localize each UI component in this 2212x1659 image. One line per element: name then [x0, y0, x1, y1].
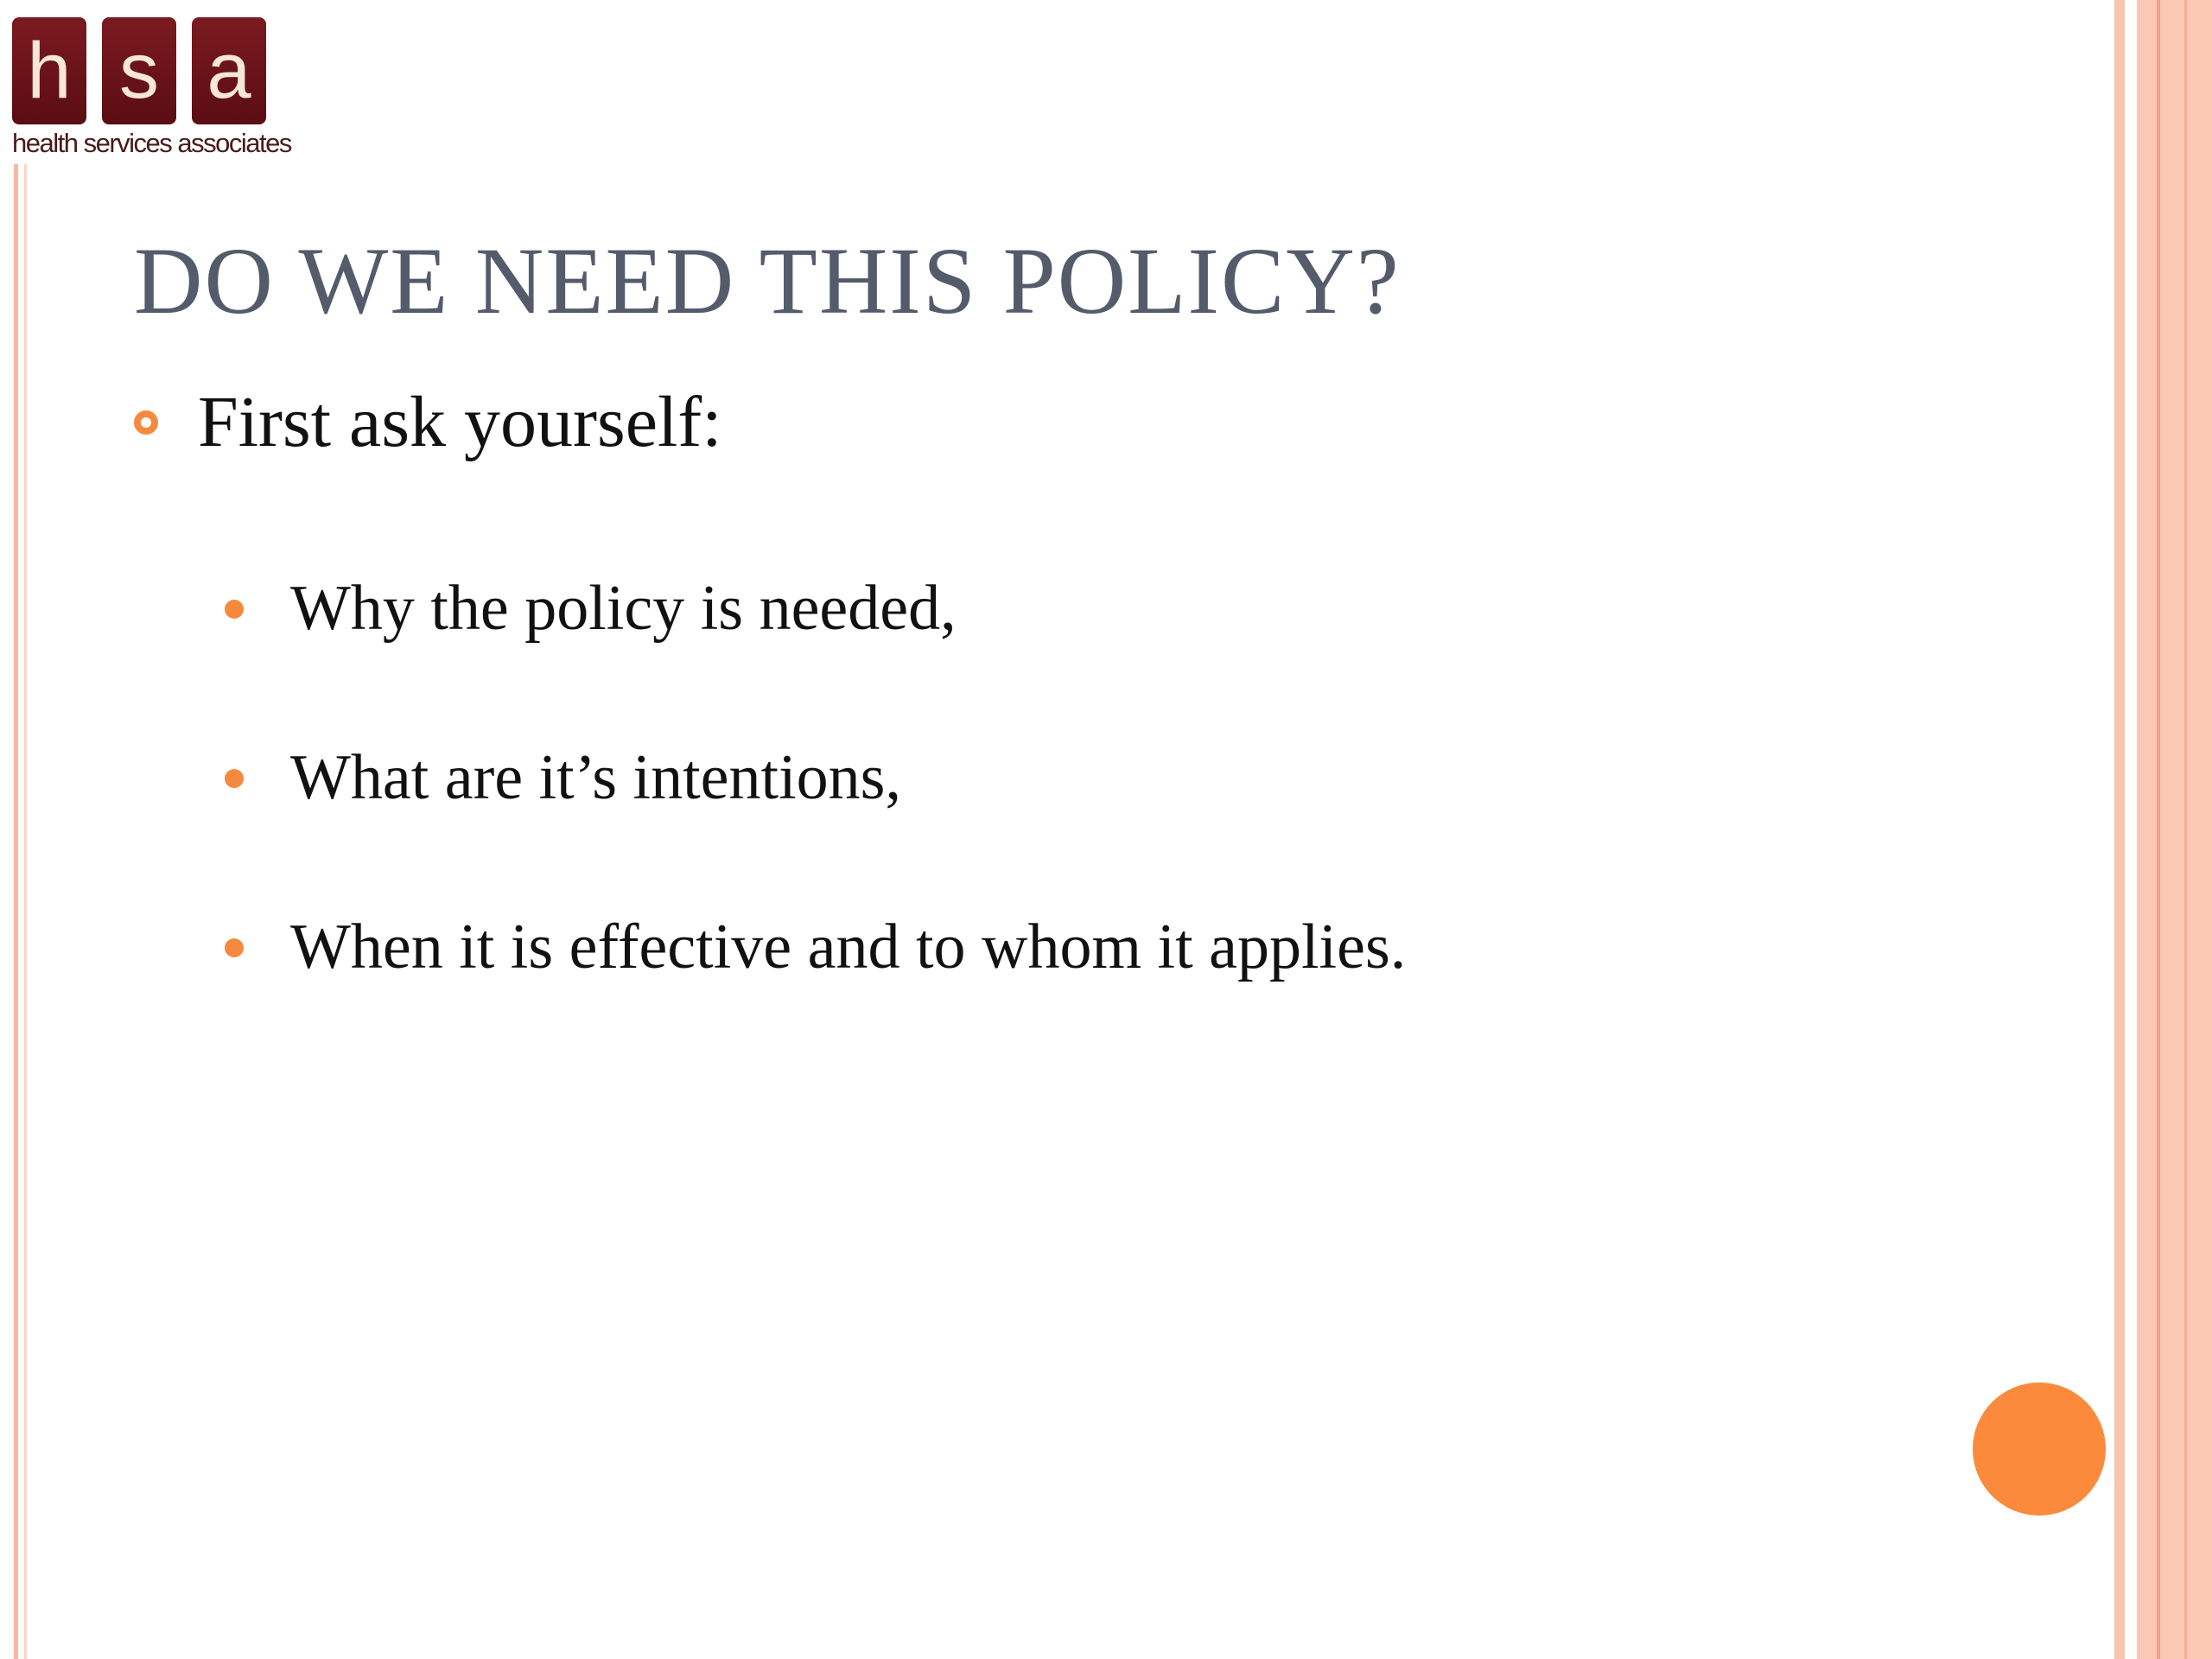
- right-border-band: [2137, 0, 2212, 1659]
- hsa-logo: [12, 17, 291, 164]
- right-border-gap: [2125, 0, 2137, 1659]
- logo-letter-a: a: [192, 17, 266, 124]
- logo-letter-s: s: [102, 17, 176, 124]
- sub-bullet-text: Why the policy is needed,: [290, 573, 957, 644]
- dot-bullet-icon: [225, 938, 244, 957]
- slide-title: DO WE NEED THIS POLICY?: [134, 228, 1401, 334]
- bullet-text: First ask yourself:: [198, 382, 722, 462]
- right-border-stripe: [2114, 0, 2125, 1659]
- right-border-line: [2157, 0, 2160, 1659]
- bullet-item: [134, 380, 722, 464]
- dot-bullet-icon: [225, 600, 244, 619]
- dot-bullet-icon: [225, 769, 244, 788]
- right-border-line-outer: [2184, 0, 2187, 1659]
- logo-tagline: health services associates: [12, 128, 291, 158]
- sub-bullet-item: [225, 911, 1406, 984]
- sub-bullet-text: When it is effective and to whom it applies.: [290, 912, 1407, 982]
- ring-bullet-icon: [134, 410, 158, 435]
- logo-letter-h: h: [12, 17, 86, 124]
- sub-bullet-item: [225, 741, 901, 815]
- left-border-line-inner: [24, 164, 27, 1659]
- decorative-circle: [1973, 1382, 2106, 1516]
- sub-bullet-text: What are it’s intentions,: [290, 742, 901, 813]
- left-border-line: [14, 164, 18, 1659]
- sub-bullet-item: [225, 572, 957, 645]
